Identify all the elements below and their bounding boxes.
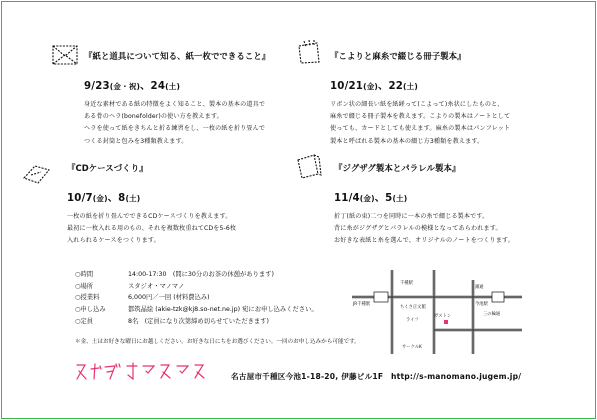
svg-text:JR千種駅: JR千種駅 [353, 302, 371, 307]
course-date: 10/21(金)、22(土) [330, 81, 418, 92]
booklet-icon [294, 38, 324, 64]
studio-logo [73, 361, 219, 383]
course-4 [334, 162, 597, 248]
info-capacity: ○定員 8名 (定員になり次第締め切らせていただきます) [75, 317, 269, 325]
course-description: 身近な素材である紙の特徴をよく知ること、製本の基本の道具で ある骨のヘラ(bonefolder)の使い方を教えます。 ヘラを使って紙をきちんと折る練習をし、一枚の紙を折り畳んで つくる封筒と包みを3種類教えます。 [84, 101, 266, 145]
svg-text:ちくさ正文館: ちくさ正文館 [400, 305, 426, 310]
notebook-icon [294, 148, 324, 182]
svg-text:三の輪通: 三の輪通 [483, 312, 501, 317]
course-description: 一枚の紙を折り畳んでできるCDケースづくりを教えます。 最初に一枚入れる用のもの、それを複数枚重ねてCDを5-6枚 入れられるケースをつくります。 [67, 213, 237, 245]
course-2 [330, 50, 595, 148]
svg-text:ガストン: ガストン [434, 314, 452, 319]
footnote: ＊金、土はお好きな曜日にお越しください。お好きな日にちをお選びください。一回のお申し込みから可能です。 [75, 339, 360, 345]
course-date: 9/23(金・祝)、24(土) [84, 81, 181, 92]
course-title: 『紙と道具について知る、紙一枚でできること』 [84, 51, 271, 61]
svg-text:ライフ: ライフ [406, 318, 419, 323]
course-title: 『ジグザグ製本とパラレル製本』 [334, 163, 461, 173]
course-description: 折丁(紙の束)二つを同時に一本の糸で綴じる製本です。 背に糸がジグザグとパラレルの模様となってあらわれます。 お好きな表紙と糸を選んで、オリジナルのノートをつくります。 [334, 213, 514, 245]
course-description: リボン状の細長い紙を紙縒って(こよって)糸状にしたものと、 麻糸で綴じる冊子製本を教えます。こよりの製本はノートとして 使っても、カードとしても使えます。麻糸の製本はパンフレット 製本と呼ばれる製本の基本の綴じ方3種類を教えます。 [330, 101, 511, 145]
info-time: ○時間 14:00-17:30 (間に30分のお茶の休憩があります) [75, 271, 274, 279]
course-date: 10/7(金)、8(土) [67, 193, 141, 204]
info-application: ○申し込み 都筑晶絵 (akie-tzk@kj8.so-net.ne.jp) 宛にお申し込みください。 [75, 306, 318, 314]
info-block [75, 268, 318, 326]
course-1 [84, 50, 349, 148]
svg-text:サークルK: サークルK [402, 345, 422, 350]
course-3 [67, 162, 332, 248]
info-fee: ○授業料 6,000円／一回 (材料費込み) [75, 294, 210, 302]
course-title: 『CDケースづくり』 [67, 163, 148, 173]
access-map [352, 270, 522, 354]
info-place: ○場所 スタジオ・マノマノ [75, 282, 185, 290]
address: 名古屋市千種区今池1-18-20, 伊藤ビル1F http://s-manomano.jugem.jp/ [231, 372, 522, 381]
svg-text:千種駅: 千種駅 [400, 281, 413, 286]
paper-icon [50, 42, 80, 68]
course-date: 11/4(金)、5(土) [334, 193, 408, 204]
course-title: 『こよりと麻糸で綴じる冊子製本』 [330, 51, 466, 61]
svg-text:今池駅: 今池駅 [475, 302, 488, 307]
cd-case-icon [21, 160, 51, 186]
svg-text:錦通: 錦通 [475, 285, 484, 290]
